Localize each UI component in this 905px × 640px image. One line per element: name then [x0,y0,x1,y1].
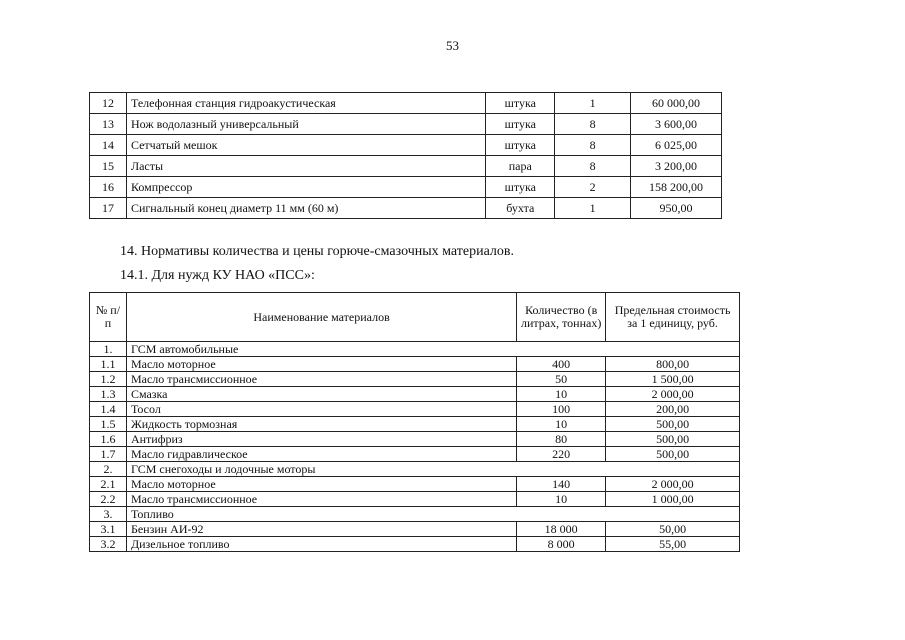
row-number: 1.5 [90,417,127,432]
group-number: 2. [90,462,127,477]
material-price: 55,00 [606,537,740,552]
item-name: Телефонная станция гидроакустическая [126,93,485,114]
item-name: Нож водолазный универсальный [126,114,485,135]
material-quantity: 220 [517,447,606,462]
section-heading: 14. Нормативы количества и цены горюче-смазочных материалов. [120,244,515,259]
item-name: Сигнальный конец диаметр 11 мм (60 м) [126,198,485,219]
material-quantity: 10 [517,492,606,507]
row-number: 2.1 [90,477,127,492]
row-number: 17 [90,198,127,219]
material-name: Бензин АИ-92 [126,522,516,537]
item-unit: штука [486,177,555,198]
material-quantity: 50 [517,372,606,387]
item-quantity: 8 [555,135,631,156]
equipment-table [89,92,722,219]
material-price: 2 000,00 [606,477,740,492]
item-quantity: 1 [555,198,631,219]
header-num: № п/п [90,293,127,342]
header-name: Наименование материалов [126,293,516,342]
table-row [90,432,740,447]
group-number: 1. [90,342,127,357]
table-header-row [90,293,740,342]
row-number: 3.2 [90,537,127,552]
material-quantity: 100 [517,402,606,417]
material-price: 500,00 [606,432,740,447]
group-number: 3. [90,507,127,522]
material-price: 1 000,00 [606,492,740,507]
table-row [90,522,740,537]
row-number: 16 [90,177,127,198]
group-name: ГСМ автомобильные [126,342,739,357]
item-quantity: 2 [555,177,631,198]
table-row [90,387,740,402]
item-name: Ласты [126,156,485,177]
material-quantity: 8 000 [517,537,606,552]
table-row [90,357,740,372]
group-row [90,507,740,522]
material-price: 2 000,00 [606,387,740,402]
item-unit: бухта [486,198,555,219]
header-price: Предельная стоимость за 1 единицу, руб. [606,293,740,342]
material-name: Масло трансмиссионное [126,492,516,507]
row-number: 1.6 [90,432,127,447]
material-name: Жидкость тормозная [126,417,516,432]
table-row [90,93,722,114]
group-row [90,462,740,477]
item-unit: штука [486,93,555,114]
row-number: 3.1 [90,522,127,537]
material-name: Масло моторное [126,477,516,492]
item-price: 950,00 [631,198,722,219]
material-quantity: 400 [517,357,606,372]
table-row [90,402,740,417]
subsection-heading: 14.1. Для нужд КУ НАО «ПСС»: [120,268,315,283]
item-price: 6 025,00 [631,135,722,156]
material-quantity: 140 [517,477,606,492]
row-number: 1.3 [90,387,127,402]
item-price: 3 200,00 [631,156,722,177]
material-price: 500,00 [606,447,740,462]
row-number: 15 [90,156,127,177]
item-name: Компрессор [126,177,485,198]
item-quantity: 8 [555,156,631,177]
item-quantity: 8 [555,114,631,135]
material-quantity: 10 [517,417,606,432]
material-quantity: 10 [517,387,606,402]
material-name: Дизельное топливо [126,537,516,552]
table-row [90,447,740,462]
material-price: 200,00 [606,402,740,417]
group-name: ГСМ снегоходы и лодочные моторы [126,462,739,477]
item-quantity: 1 [555,93,631,114]
item-unit: пара [486,156,555,177]
row-number: 12 [90,93,127,114]
item-price: 60 000,00 [631,93,722,114]
row-number: 1.4 [90,402,127,417]
table-row [90,417,740,432]
table-row [90,492,740,507]
table-row [90,135,722,156]
row-number: 1.1 [90,357,127,372]
material-name: Масло гидравлическое [126,447,516,462]
item-price: 158 200,00 [631,177,722,198]
material-name: Масло трансмиссионное [126,372,516,387]
material-price: 50,00 [606,522,740,537]
table-row [90,156,722,177]
material-quantity: 18 000 [517,522,606,537]
table-row [90,477,740,492]
row-number: 1.7 [90,447,127,462]
table-row [90,114,722,135]
row-number: 14 [90,135,127,156]
material-name: Масло моторное [126,357,516,372]
fuel-materials-table [89,292,740,552]
material-price: 1 500,00 [606,372,740,387]
page-number: 53 [446,38,459,53]
header-qty: Количество (в литрах, тоннах) [517,293,606,342]
material-quantity: 80 [517,432,606,447]
item-unit: штука [486,114,555,135]
item-unit: штука [486,135,555,156]
item-price: 3 600,00 [631,114,722,135]
material-price: 500,00 [606,417,740,432]
material-name: Тосол [126,402,516,417]
row-number: 1.2 [90,372,127,387]
table-row [90,372,740,387]
item-name: Сетчатый мешок [126,135,485,156]
material-price: 800,00 [606,357,740,372]
material-name: Смазка [126,387,516,402]
row-number: 2.2 [90,492,127,507]
group-row [90,342,740,357]
table-row [90,177,722,198]
table-row [90,198,722,219]
table-row [90,537,740,552]
row-number: 13 [90,114,127,135]
group-name: Топливо [126,507,739,522]
material-name: Антифриз [126,432,516,447]
